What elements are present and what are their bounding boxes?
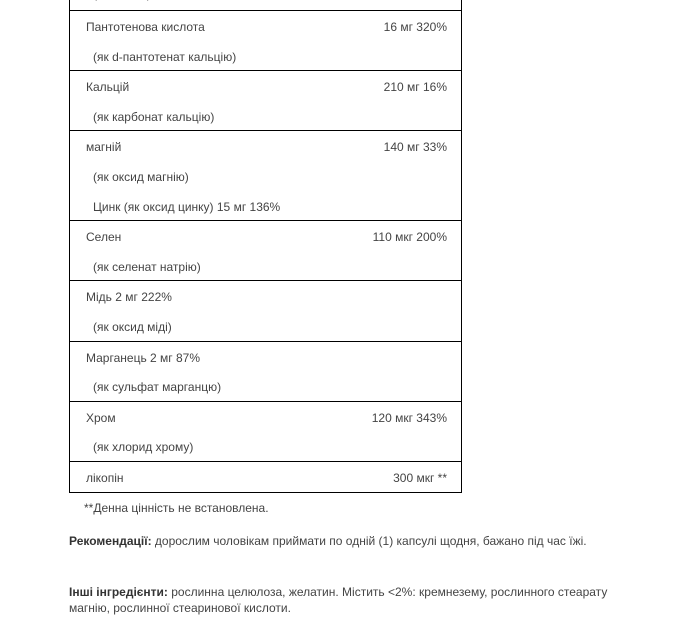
table-group — [70, 11, 461, 71]
table-group-top — [70, 0, 461, 11]
row-label: (як оксид міді) — [93, 319, 172, 334]
row-value: 16 мг 320% — [383, 20, 447, 34]
row-label: Цинк (як оксид цинку) 15 мг 136% — [93, 199, 281, 214]
table-row — [70, 342, 461, 372]
table-row — [70, 462, 461, 492]
table-row — [70, 71, 461, 101]
table-row — [70, 41, 461, 71]
row-label: (як оксид магнію) — [93, 169, 189, 184]
row-label: (як карбонат кальцію) — [93, 109, 215, 124]
table-row — [70, 191, 461, 221]
table-row — [70, 131, 461, 161]
table-row — [70, 431, 461, 461]
row-label: (як сульфат марганцю) — [93, 380, 222, 395]
table-group — [70, 462, 461, 493]
table-group — [70, 131, 461, 221]
table-row — [70, 281, 461, 311]
row-label: Марганець 2 мг 87% — [86, 350, 201, 365]
row-label: (як селенат натрію) — [93, 259, 201, 274]
row-label — [93, 0, 151, 1]
recommendations-paragraph — [69, 533, 609, 549]
row-value: 140 мг 33% — [383, 140, 447, 155]
recommendations-text: дорослим чоловікам приймати по одній (1) капсулі щодня, бажано під час їжі. — [151, 534, 587, 548]
footnote: **Денна цінність не встановлена. — [84, 501, 269, 515]
table-row — [70, 221, 461, 251]
row-value: 300 мкг ** — [393, 470, 447, 485]
row-label: Мідь 2 мг 222% — [86, 290, 172, 305]
table-row — [70, 311, 461, 341]
row-label: лікопін — [86, 470, 124, 485]
table-group — [70, 342, 461, 402]
other-ingredients-paragraph — [69, 584, 609, 616]
table-row — [70, 371, 461, 401]
nutrition-table — [69, 0, 462, 493]
table-group — [70, 71, 461, 131]
row-label: (як d-пантотенат кальцію) — [93, 49, 237, 64]
row-label: (як хлорид хрому) — [93, 440, 194, 455]
table-row — [70, 161, 461, 191]
other-ingredients-label: Інші інгредієнти: — [69, 585, 168, 599]
recommendations-label: Рекомендації: — [69, 534, 152, 548]
row-label: Хром — [86, 410, 116, 425]
row-value: 210 мг 16% — [383, 80, 447, 95]
row-label: магній — [86, 140, 122, 155]
table-row — [70, 0, 461, 10]
row-value: 120 мкг 343% — [371, 410, 447, 425]
row-label: Кальцій — [86, 80, 130, 95]
row-label: Пантотенова кислота — [86, 20, 205, 34]
other-ingredients-text: рослинна целюлоза, желатин. Містить <2%: кремнезему, рослинного стеарату магнію, рослинної стеаринової кислоти. — [69, 585, 608, 615]
table-group — [70, 221, 461, 281]
table-group — [70, 402, 461, 462]
row-value: 110 мкг 200% — [372, 230, 447, 245]
table-row — [70, 251, 461, 281]
table-row — [70, 101, 461, 131]
table-row — [70, 11, 461, 41]
row-label: Селен — [86, 230, 122, 245]
table-group — [70, 281, 461, 341]
table-row — [70, 402, 461, 432]
